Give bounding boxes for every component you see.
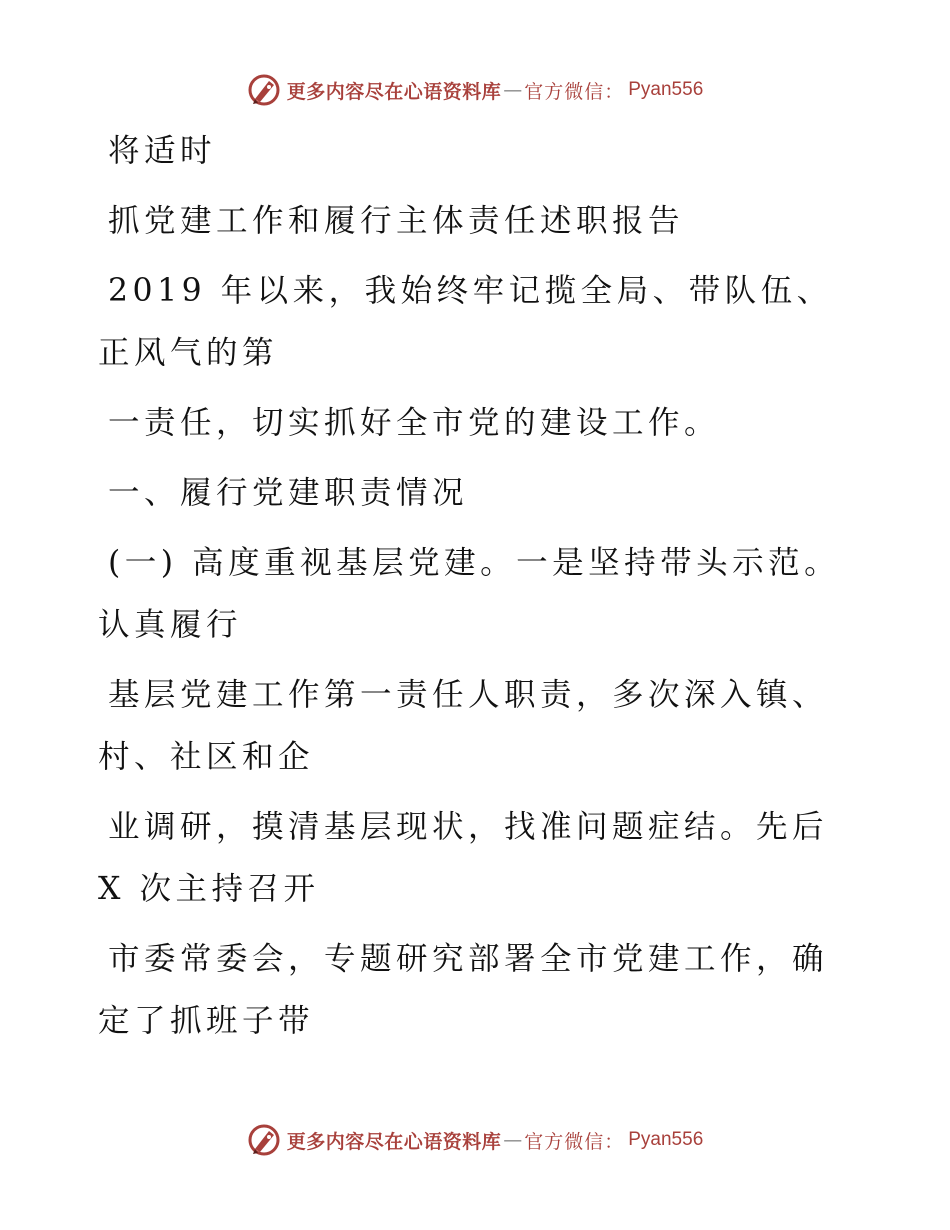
document-paragraph: 基层党建工作第一责任人职责，多次深入镇、村、社区和企 [98, 677, 829, 775]
document-paragraph: (一) 高度重视基层党建。一是坚持带头示范。认真履行 [98, 545, 841, 643]
banner-brand-text: 更多内容尽在心语资料库 [286, 80, 502, 103]
banner-separator: — [503, 1129, 523, 1151]
banner-wechat-label: 官方微信： [524, 1130, 625, 1153]
banner-wechat-handle: Pyan556 [628, 79, 704, 100]
section-heading: 一、履行党建职责情况 [108, 475, 469, 511]
document-paragraph: 业调研，摸清基层现状，找准问题症结。先后 X 次主持召开 [98, 809, 829, 907]
document-paragraph: 一责任，切实抓好全市党的建设工作。 [108, 405, 721, 441]
document-paragraph: 将适时 [108, 133, 217, 169]
footer-watermark-banner [0, 1120, 950, 1160]
banner-wechat-label: 官方微信： [524, 80, 625, 103]
banner-brand-text: 更多内容尽在心语资料库 [286, 1130, 502, 1153]
pen-logo-icon [247, 1123, 281, 1157]
document-paragraph: 2019 年以来，我始终牢记揽全局、带队伍、正风气的第 [98, 273, 833, 371]
document-title: 抓党建工作和履行主体责任述职报告 [108, 203, 685, 239]
header-watermark-banner [0, 70, 950, 110]
banner-separator: — [503, 79, 523, 101]
banner-wechat-handle: Pyan556 [628, 1129, 704, 1150]
document-paragraph: 市委常委会，专题研究部署全市党建工作，确定了抓班子带 [98, 941, 829, 1039]
pen-logo-icon [247, 73, 281, 107]
document-body [98, 120, 858, 1060]
